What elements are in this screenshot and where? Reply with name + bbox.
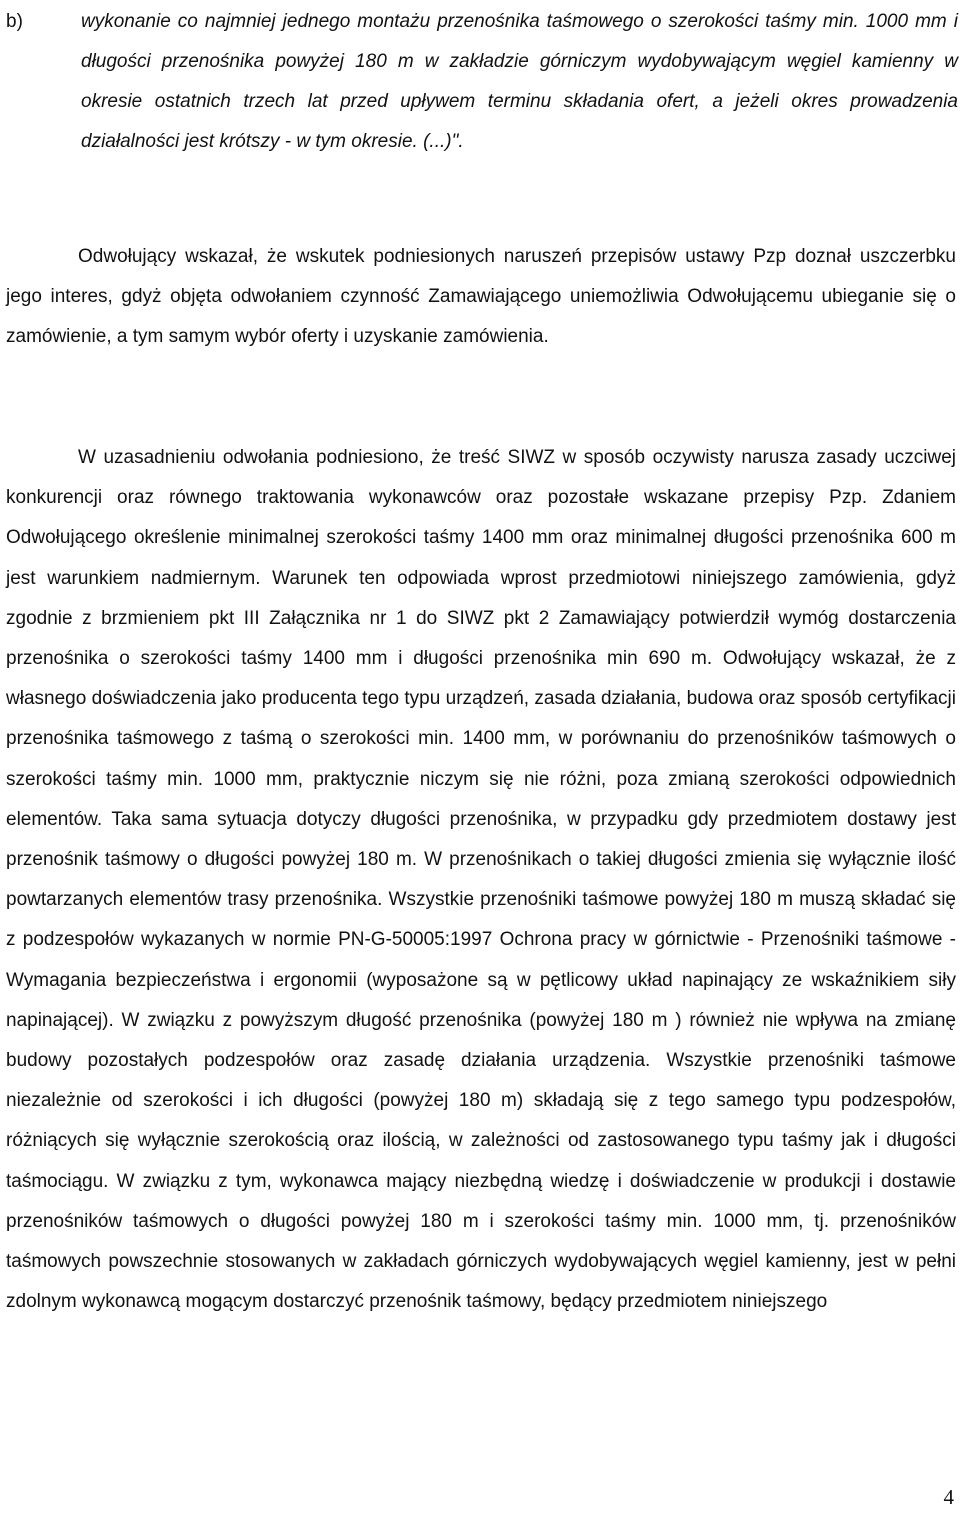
paragraph-appellant-interest: Odwołujący wskazał, że wskutek podniesionych naruszeń przepisów ustawy Pzp doznał uszczerbku jego interes, gdyż objęta odwołaniem czynność Zamawiającego uniemożliwia Odwołującemu ubieganie się o zamówienie, a tym samym wybór oferty i uzyskanie zamówienia. xyxy=(6,246,956,348)
page-number: 4 xyxy=(943,1485,954,1509)
quoted-condition-text: wykonanie co najmniej jednego montażu przenośnika taśmowego o szerokości taśmy min. 1000 mm i długości przenośnika powyżej 180 m w zakładzie górniczym wydobywającym węgiel kamienny w okresie ostatnich trzech lat przed upływem terminu składania ofert, a jeżeli okres prowadzenia działalności jest krótszy - w tym okresie. (...)". xyxy=(81,11,958,152)
list-item-b xyxy=(6,2,958,162)
list-marker: b) xyxy=(6,11,23,32)
paragraph-justification: W uzasadnieniu odwołania podniesiono, że treść SIWZ w sposób oczywisty narusza zasady uczciwej konkurencji oraz równego traktowania wykonawców oraz pozostałe wskazane przepisy Pzp. Zdaniem Odwołującego określenie minimalnej szerokości taśmy 1400 mm oraz minimalnej długości przenośnika 600 m jest warunkiem nadmiernym. Warunek ten odpowiada wprost przedmiotowi niniejszego zamówienia, gdyż zgodnie z brzmieniem pkt III Załącznika nr 1 do SIWZ pkt 2 Zamawiający potwierdził wymóg dostarczenia przenośnika o szerokości taśmy 1400 mm i długości przenośnika min 690 m. Odwołujący wskazał, że z własnego doświadczenia jako producenta tego typu urządzeń, zasada działania, budowa oraz sposób certyfikacji przenośnika taśmowego z taśmą o szerokości min. 1400 mm, w porównaniu do przenośników taśmowych o szerokości taśmy min. 1000 mm, praktycznie niczym się nie różni, poza zmianą szerokości odpowiednich elementów. Taka sama sytuacja dotyczy długości przenośnika, w przypadku gdy przedmiotem dostawy jest przenośnik taśmowy o długości powyżej 180 m. W przenośnikach o takiej długości zmienia się wyłącznie ilość powtarzanych elementów trasy przenośnika. Wszystkie przenośniki taśmowe powyżej 180 m muszą składać się z podzespołów wykazanych w normie PN-G-50005:1997 Ochrona pracy w górnictwie - Przenośniki taśmowe - Wymagania bezpieczeństwa i ergonomii (wyposażone są w pętlicowy układ napinający ze wskaźnikiem siły napinającej). W związku z powyższym długość przenośnika (powyżej 180 m ) również nie wpływa na zmianę budowy pozostałych podzespołów oraz zasadę działania urządzenia. Wszystkie przenośniki taśmowe niezależnie od szerokości i ich długości (powyżej 180 m) składają się z tego samego typu podzespołów, różniących się wyłącznie szerokością oraz ilością, w zależności od zastosowanego typu taśmy jak i długości taśmociągu. W związku z tym, wykonawca mający niezbędną wiedzę i doświadczenie w produkcji i dostawie przenośników taśmowych o długości powyżej 180 m i szerokości taśmy min. 1000 mm, tj. przenośników taśmowych powszechnie stosowanych w zakładach górniczych wydobywających węgiel kamienny, jest w pełni zdolnym wykonawcą mogącym dostarczyć przenośnik taśmowy, będący przedmiotem niniejszego xyxy=(6,447,956,1313)
